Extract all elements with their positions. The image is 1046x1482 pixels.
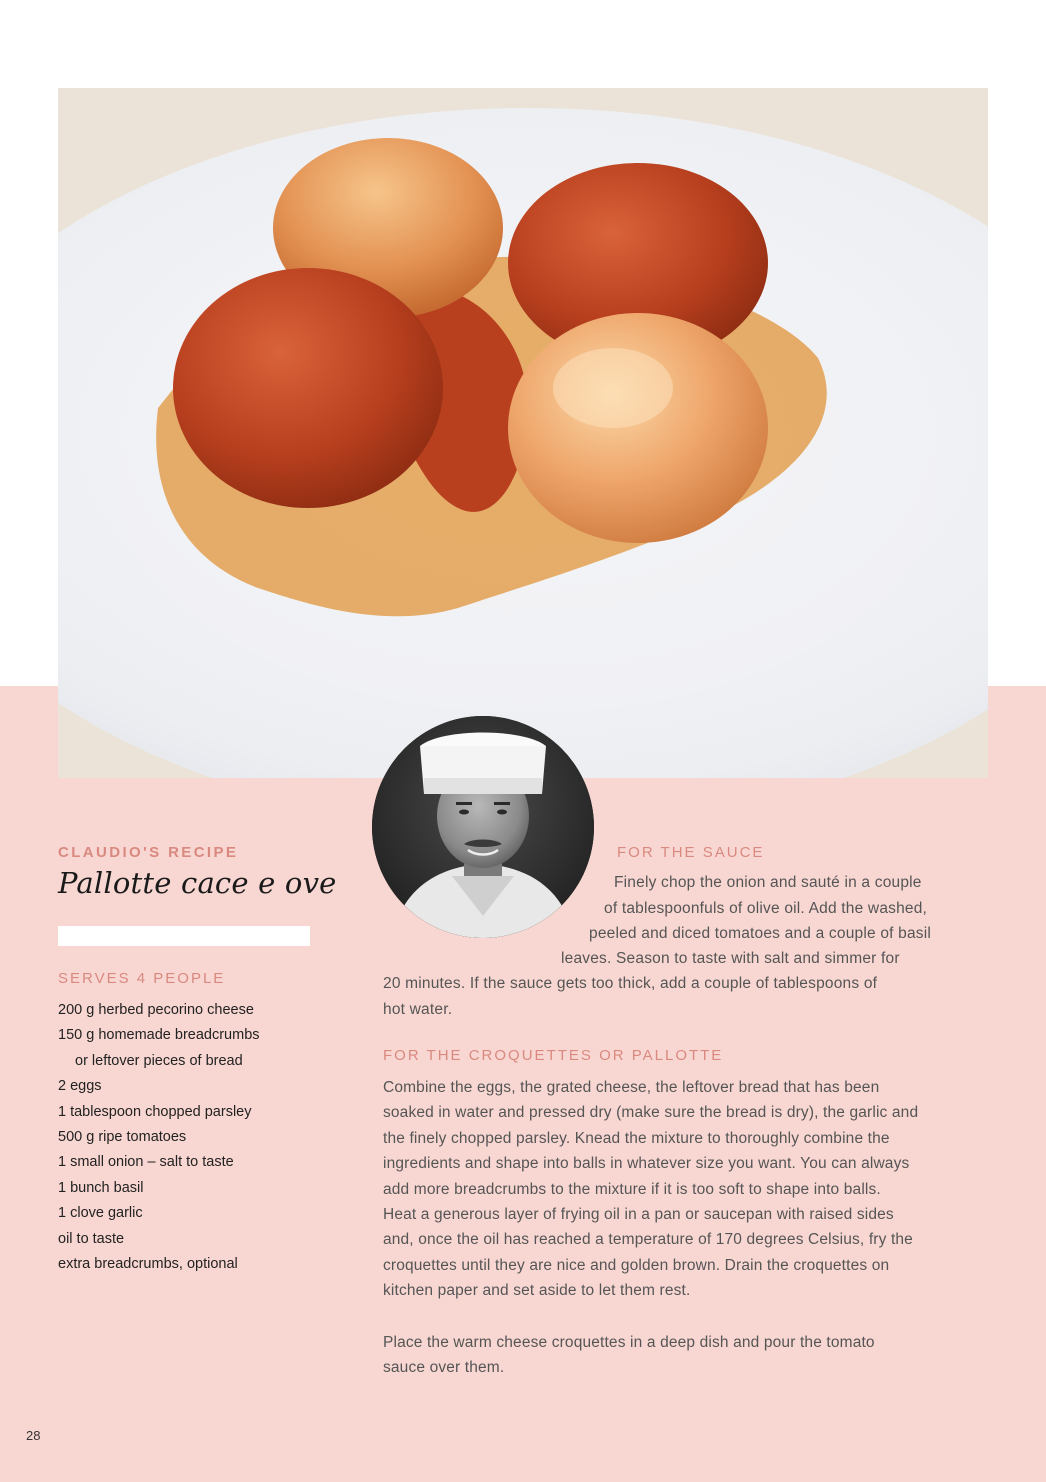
croquettes-paragraph-2 — [383, 1330, 875, 1381]
text-line: sauce over them. — [383, 1359, 505, 1377]
ingredient-item: extra breadcrumbs, optional — [58, 1256, 238, 1273]
text-line: Place the warm cheese croquettes in a deep dish and pour the tomato — [383, 1334, 875, 1351]
text-line: add more breadcrumbs to the mixture if it is too soft to shape into balls. — [383, 1180, 881, 1198]
ingredient-item: 200 g herbed pecorino cheese — [58, 1002, 254, 1018]
ingredient-item: or leftover pieces of bread — [75, 1052, 243, 1069]
text-line: Heat a generous layer of frying oil in a pan or saucepan with raised sides — [383, 1206, 894, 1224]
ingredient-item: 1 clove garlic — [58, 1205, 143, 1222]
sauce-text-line: of tablespoonfuls of olive oil. Add the washed, — [604, 900, 928, 917]
white-divider-bar — [58, 926, 310, 946]
text-line: and, once the oil has reached a temperature of 170 degrees Celsius, fry the — [383, 1231, 913, 1249]
croquettes-paragraph-1 — [383, 1075, 918, 1304]
page-number: 28 — [26, 1428, 41, 1443]
ingredient-list — [58, 998, 260, 1277]
text-line: the finely chopped parsley. Knead the mixture to thoroughly combine the — [383, 1129, 890, 1147]
text-line: Combine the eggs, the grated cheese, the leftover bread that has been — [383, 1079, 880, 1096]
sauce-heading: FOR THE SAUCE — [617, 844, 765, 861]
sauce-text-line: 20 minutes. If the sauce gets too thick, add a couple of tablespoons of — [383, 975, 878, 992]
sauce-text-line: Finely chop the onion and sauté in a couple — [614, 874, 922, 891]
ingredient-item: 1 small onion – salt to taste — [58, 1154, 234, 1171]
recipe-title: Pallotte cace e ove — [58, 866, 337, 900]
ingredient-item: oil to taste — [58, 1230, 125, 1247]
text-line: soaked in water and pressed dry (make sure the bread is dry), the garlic and — [383, 1104, 919, 1122]
text-line: croquettes until they are nice and golden brown. Drain the croquettes on — [383, 1256, 890, 1274]
sauce-text-line: hot water. — [383, 1001, 453, 1018]
ingredient-item: 2 eggs — [58, 1078, 102, 1095]
recipe-kicker: CLAUDIO'S RECIPE — [58, 844, 239, 861]
ingredient-item: 500 g ripe tomatoes — [58, 1129, 187, 1146]
croquettes-heading: FOR THE CROQUETTES OR PALLOTTE — [383, 1047, 724, 1064]
sauce-text-line: leaves. Season to taste with salt and simmer for — [561, 950, 900, 967]
sauce-text-line: peeled and diced tomatoes and a couple of basil — [589, 925, 932, 942]
ingredient-item: 150 g homemade breadcrumbs — [58, 1027, 260, 1044]
chef-portrait — [372, 716, 594, 938]
text-line: ingredients and shape into balls in whatever size you want. You can always — [383, 1155, 910, 1173]
text-line: kitchen paper and set aside to let them rest. — [383, 1282, 691, 1300]
ingredient-item: 1 tablespoon chopped parsley — [58, 1103, 252, 1120]
serves-label: SERVES 4 PEOPLE — [58, 970, 226, 987]
ingredient-item: 1 bunch basil — [58, 1179, 144, 1196]
food-photo — [58, 88, 988, 778]
